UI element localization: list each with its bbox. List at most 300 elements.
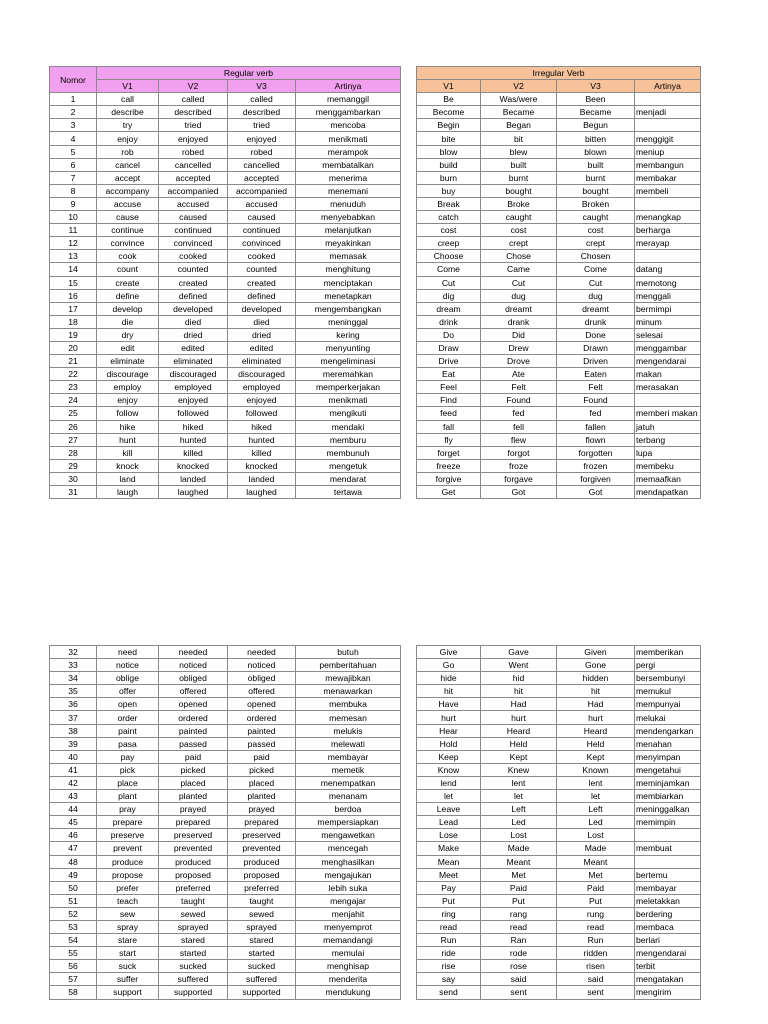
meaning-cell: menetapkan: [296, 289, 401, 302]
table-row: [417, 646, 701, 659]
table-row: [417, 894, 701, 907]
table-row: [50, 106, 401, 119]
v3-cell: preferred: [228, 881, 296, 894]
v3-cell: enjoyed: [228, 394, 296, 407]
table-row: [417, 486, 701, 499]
v2-cell: hid: [481, 672, 557, 685]
v2-cell: followed: [159, 407, 228, 420]
meaning-cell: menyimpan: [635, 750, 701, 763]
table-row: [417, 973, 701, 986]
v1-cell: hike: [97, 420, 159, 433]
v3-cell: read: [557, 920, 635, 933]
table-row: [417, 829, 701, 842]
meaning-cell: menangkap: [635, 211, 701, 224]
v2-cell: let: [481, 790, 557, 803]
meaning-cell: memimpin: [635, 816, 701, 829]
v2-cell: Cut: [481, 276, 557, 289]
row-number-cell: 45: [50, 816, 97, 829]
v1-cell: fly: [417, 433, 481, 446]
v1-cell: plant: [97, 790, 159, 803]
v1-cell: creep: [417, 237, 481, 250]
table-row: [50, 328, 401, 341]
meaning-cell: merasakan: [635, 381, 701, 394]
v1-cell: oblige: [97, 672, 159, 685]
v2-cell: Gave: [481, 646, 557, 659]
table-row: [417, 250, 701, 263]
v2-cell: Became: [481, 106, 557, 119]
meaning-cell: membeli: [635, 184, 701, 197]
table-row: [50, 355, 401, 368]
v1-cell: teach: [97, 894, 159, 907]
v3-cell: dreamt: [557, 302, 635, 315]
table-row: [50, 907, 401, 920]
v3-cell: Met: [557, 868, 635, 881]
v2-cell: preferred: [159, 881, 228, 894]
v3-cell: Eaten: [557, 368, 635, 381]
row-number-cell: 48: [50, 855, 97, 868]
v1-cell: hide: [417, 672, 481, 685]
v1-cell: prepare: [97, 816, 159, 829]
row-number-cell: 41: [50, 763, 97, 776]
row-number-cell: 26: [50, 420, 97, 433]
meaning-cell: menjahit: [296, 907, 401, 920]
v3-cell: Led: [557, 816, 635, 829]
meaning-cell: membayar: [296, 750, 401, 763]
table-row: [50, 132, 401, 145]
row-number-cell: 10: [50, 211, 97, 224]
v3-cell: Found: [557, 394, 635, 407]
v2-cell: Found: [481, 394, 557, 407]
table-row: [50, 894, 401, 907]
row-number-cell: 25: [50, 407, 97, 420]
meaning-cell: lebih suka: [296, 881, 401, 894]
v3-cell: cancelled: [228, 158, 296, 171]
table-row: [50, 685, 401, 698]
irregular-verb-rows: [417, 93, 701, 499]
v1-cell: prevent: [97, 842, 159, 855]
v1-cell: feed: [417, 407, 481, 420]
v1-cell: hit: [417, 685, 481, 698]
irregular-verb-table-1: [416, 66, 701, 499]
irregular-verb-table-2: [416, 645, 701, 1000]
v1-cell: accept: [97, 171, 159, 184]
v1-cell: Run: [417, 934, 481, 947]
v1-cell: Eat: [417, 368, 481, 381]
table-row: [50, 276, 401, 289]
v2-cell: Meant: [481, 855, 557, 868]
v1-cell: need: [97, 646, 159, 659]
meaning-cell: meninggalkan: [635, 803, 701, 816]
row-number-cell: 30: [50, 472, 97, 485]
v3-cell: tried: [228, 119, 296, 132]
v1-cell: follow: [97, 407, 159, 420]
row-number-cell: 27: [50, 433, 97, 446]
table-row: [417, 855, 701, 868]
v1-cell: try: [97, 119, 159, 132]
v2-cell: Ran: [481, 934, 557, 947]
v1-cell: freeze: [417, 459, 481, 472]
v1-cell: Hold: [417, 737, 481, 750]
table-row: [417, 986, 701, 999]
row-number-cell: 2: [50, 106, 97, 119]
row-number-cell: 1: [50, 93, 97, 106]
meaning-cell: menghasilkan: [296, 855, 401, 868]
irregular-meaning-header: Artinya: [635, 80, 701, 93]
v1-cell: Put: [417, 894, 481, 907]
v2-cell: hit: [481, 685, 557, 698]
v3-cell: dried: [228, 328, 296, 341]
v1-cell: let: [417, 790, 481, 803]
table-row: [50, 407, 401, 420]
table-row: [50, 881, 401, 894]
table-row: [417, 459, 701, 472]
v2-cell: convinced: [159, 237, 228, 250]
row-number-cell: 44: [50, 803, 97, 816]
v2-cell: drank: [481, 315, 557, 328]
table-row: [417, 711, 701, 724]
regular-verb-table-2: [49, 645, 401, 1000]
v2-cell: produced: [159, 855, 228, 868]
v1-cell: cost: [417, 224, 481, 237]
table-row: [417, 724, 701, 737]
row-number-cell: 52: [50, 907, 97, 920]
v3-cell: described: [228, 106, 296, 119]
v3-cell: risen: [557, 960, 635, 973]
meaning-cell: meminjamkan: [635, 776, 701, 789]
row-number-cell: 49: [50, 868, 97, 881]
meaning-cell: memulai: [296, 947, 401, 960]
v3-cell: prayed: [228, 803, 296, 816]
table-row: [50, 763, 401, 776]
row-number-cell: 22: [50, 368, 97, 381]
meaning-cell: kering: [296, 328, 401, 341]
v1-cell: Have: [417, 698, 481, 711]
v3-cell: built: [557, 158, 635, 171]
v3-cell: ordered: [228, 711, 296, 724]
v2-cell: Broke: [481, 197, 557, 210]
table-row: [50, 459, 401, 472]
v3-cell: said: [557, 973, 635, 986]
v2-cell: Made: [481, 842, 557, 855]
meaning-cell: menghisap: [296, 960, 401, 973]
v2-cell: Heard: [481, 724, 557, 737]
row-number-cell: 4: [50, 132, 97, 145]
meaning-cell: membunuh: [296, 446, 401, 459]
meaning-cell: selesai: [635, 328, 701, 341]
regular-verb-title: Regular verb: [97, 67, 401, 80]
table-row: [417, 289, 701, 302]
meaning-cell: lupa: [635, 446, 701, 459]
table-row: [50, 973, 401, 986]
v2-cell: Put: [481, 894, 557, 907]
meaning-cell: menikmati: [296, 394, 401, 407]
v1-cell: Cut: [417, 276, 481, 289]
v1-cell: kill: [97, 446, 159, 459]
table-row: [50, 302, 401, 315]
v2-cell: burnt: [481, 171, 557, 184]
v2-cell: described: [159, 106, 228, 119]
v1-cell: Be: [417, 93, 481, 106]
v3-cell: preserved: [228, 829, 296, 842]
meaning-cell: menggambarkan: [296, 106, 401, 119]
v1-cell: ring: [417, 907, 481, 920]
meaning-cell: pergi: [635, 659, 701, 672]
v2-cell: lent: [481, 776, 557, 789]
v2-cell: froze: [481, 459, 557, 472]
v1-cell: start: [97, 947, 159, 960]
meaning-cell: mendukung: [296, 986, 401, 999]
meaning-cell: butuh: [296, 646, 401, 659]
table-row: [50, 842, 401, 855]
v3-cell: created: [228, 276, 296, 289]
v2-cell: paid: [159, 750, 228, 763]
v3-cell: developed: [228, 302, 296, 315]
v2-cell: Knew: [481, 763, 557, 776]
v1-cell: paint: [97, 724, 159, 737]
regular-verb-table-1: [49, 66, 401, 499]
table-row: [50, 289, 401, 302]
meaning-cell: menyunting: [296, 341, 401, 354]
v3-cell: Come: [557, 263, 635, 276]
v2-cell: placed: [159, 776, 228, 789]
v3-cell: cooked: [228, 250, 296, 263]
v2-cell: robed: [159, 145, 228, 158]
v1-cell: cause: [97, 211, 159, 224]
v2-cell: bit: [481, 132, 557, 145]
v1-cell: burn: [417, 171, 481, 184]
v2-cell: ordered: [159, 711, 228, 724]
v2-cell: built: [481, 158, 557, 171]
v3-cell: picked: [228, 763, 296, 776]
v1-cell: Go: [417, 659, 481, 672]
v3-cell: Kept: [557, 750, 635, 763]
v3-cell: blown: [557, 145, 635, 158]
v1-cell: Break: [417, 197, 481, 210]
v1-cell: catch: [417, 211, 481, 224]
v1-cell: enjoy: [97, 394, 159, 407]
v3-cell: Begun: [557, 119, 635, 132]
table-row: [50, 237, 401, 250]
v1-cell: forget: [417, 446, 481, 459]
v2-cell: Drove: [481, 355, 557, 368]
v1-cell: pasa: [97, 737, 159, 750]
meaning-cell: jatuh: [635, 420, 701, 433]
v3-cell: let: [557, 790, 635, 803]
meaning-cell: melukis: [296, 724, 401, 737]
v3-cell: Run: [557, 934, 635, 947]
meaning-cell: menemani: [296, 184, 401, 197]
table-row: [417, 790, 701, 803]
table-row: [417, 685, 701, 698]
v1-cell: Find: [417, 394, 481, 407]
meaning-cell: mengatakan: [635, 973, 701, 986]
meaning-cell: mengawetkan: [296, 829, 401, 842]
v3-cell: Cut: [557, 276, 635, 289]
v3-cell: produced: [228, 855, 296, 868]
v2-cell: hiked: [159, 420, 228, 433]
v3-cell: counted: [228, 263, 296, 276]
table-row: [50, 986, 401, 999]
v3-cell: ridden: [557, 947, 635, 960]
meaning-cell: menempatkan: [296, 776, 401, 789]
v3-cell: sewed: [228, 907, 296, 920]
v2-cell: hurt: [481, 711, 557, 724]
v2-cell: preserved: [159, 829, 228, 842]
v3-cell: robed: [228, 145, 296, 158]
v3-cell: crept: [557, 237, 635, 250]
v3-cell: hidden: [557, 672, 635, 685]
table-row: [50, 119, 401, 132]
v3-cell: taught: [228, 894, 296, 907]
row-number-cell: 36: [50, 698, 97, 711]
table-row: [50, 724, 401, 737]
table-row: [50, 829, 401, 842]
row-number-cell: 14: [50, 263, 97, 276]
v3-cell: Driven: [557, 355, 635, 368]
table-row: [50, 920, 401, 933]
v1-cell: blow: [417, 145, 481, 158]
v3-cell: Done: [557, 328, 635, 341]
meaning-cell: menyebabkan: [296, 211, 401, 224]
v3-cell: dug: [557, 289, 635, 302]
table-row: [50, 433, 401, 446]
v3-cell: knocked: [228, 459, 296, 472]
v1-cell: rob: [97, 145, 159, 158]
row-number-cell: 32: [50, 646, 97, 659]
v1-cell: fall: [417, 420, 481, 433]
regular-v3-header: V3: [228, 80, 296, 93]
meaning-cell: bersembunyi: [635, 672, 701, 685]
v1-cell: call: [97, 93, 159, 106]
v2-cell: dug: [481, 289, 557, 302]
v1-cell: Lose: [417, 829, 481, 842]
v2-cell: accompanied: [159, 184, 228, 197]
v2-cell: Was/were: [481, 93, 557, 106]
v3-cell: stared: [228, 934, 296, 947]
v3-cell: supported: [228, 986, 296, 999]
v2-cell: eliminated: [159, 355, 228, 368]
meaning-cell: merampok: [296, 145, 401, 158]
meaning-cell: menanam: [296, 790, 401, 803]
v2-cell: Ate: [481, 368, 557, 381]
v1-cell: ride: [417, 947, 481, 960]
v3-cell: Felt: [557, 381, 635, 394]
v3-cell: drunk: [557, 315, 635, 328]
v1-cell: build: [417, 158, 481, 171]
v3-cell: prevented: [228, 842, 296, 855]
meaning-cell: memberikan: [635, 646, 701, 659]
meaning-cell: berlari: [635, 934, 701, 947]
v2-cell: enjoyed: [159, 394, 228, 407]
meaning-cell: meyakinkan: [296, 237, 401, 250]
v2-cell: passed: [159, 737, 228, 750]
v1-cell: notice: [97, 659, 159, 672]
v1-cell: say: [417, 973, 481, 986]
v2-cell: Kept: [481, 750, 557, 763]
meaning-cell: meremahkan: [296, 368, 401, 381]
v2-cell: forgave: [481, 472, 557, 485]
meaning-cell: membiarkan: [635, 790, 701, 803]
row-number-cell: 50: [50, 881, 97, 894]
v2-cell: Went: [481, 659, 557, 672]
table-row: [417, 93, 701, 106]
v1-cell: drink: [417, 315, 481, 328]
table-row: [417, 276, 701, 289]
row-number-cell: 23: [50, 381, 97, 394]
table-row: [417, 737, 701, 750]
v1-cell: produce: [97, 855, 159, 868]
meaning-cell: berharga: [635, 224, 701, 237]
v2-cell: planted: [159, 790, 228, 803]
v3-cell: proposed: [228, 868, 296, 881]
table-row: [50, 394, 401, 407]
v3-cell: sent: [557, 986, 635, 999]
table-row: [417, 816, 701, 829]
table-row: [50, 868, 401, 881]
v2-cell: landed: [159, 472, 228, 485]
table-row: [417, 355, 701, 368]
v2-cell: proposed: [159, 868, 228, 881]
v2-cell: flew: [481, 433, 557, 446]
v3-cell: landed: [228, 472, 296, 485]
row-number-cell: 57: [50, 973, 97, 986]
row-number-cell: 33: [50, 659, 97, 672]
v2-cell: offered: [159, 685, 228, 698]
v1-cell: knock: [97, 459, 159, 472]
v2-cell: cost: [481, 224, 557, 237]
v2-cell: picked: [159, 763, 228, 776]
regular-v2-header: V2: [159, 80, 228, 93]
v3-cell: died: [228, 315, 296, 328]
v2-cell: tried: [159, 119, 228, 132]
row-number-cell: 34: [50, 672, 97, 685]
v3-cell: burnt: [557, 171, 635, 184]
row-number-cell: 11: [50, 224, 97, 237]
regular-meaning-header: Artinya: [296, 80, 401, 93]
table-row: [50, 420, 401, 433]
meaning-cell: menghitung: [296, 263, 401, 276]
v2-cell: Drew: [481, 341, 557, 354]
meaning-cell: menuduh: [296, 197, 401, 210]
table-row: [417, 381, 701, 394]
table-row: [50, 816, 401, 829]
row-number-cell: 28: [50, 446, 97, 459]
v2-cell: continued: [159, 224, 228, 237]
v3-cell: prepared: [228, 816, 296, 829]
v2-cell: hunted: [159, 433, 228, 446]
meaning-cell: membuka: [296, 698, 401, 711]
meaning-cell: mengajar: [296, 894, 401, 907]
row-number-cell: 38: [50, 724, 97, 737]
row-number-cell: 58: [50, 986, 97, 999]
v1-cell: Know: [417, 763, 481, 776]
v1-cell: send: [417, 986, 481, 999]
v3-cell: placed: [228, 776, 296, 789]
v2-cell: created: [159, 276, 228, 289]
row-number-cell: 5: [50, 145, 97, 158]
v3-cell: caused: [228, 211, 296, 224]
meaning-cell: memperkerjakan: [296, 381, 401, 394]
meaning-cell: menciptakan: [296, 276, 401, 289]
regular-verb-rows: [50, 93, 401, 499]
row-number-cell: 31: [50, 486, 97, 499]
v2-cell: killed: [159, 446, 228, 459]
v3-cell: killed: [228, 446, 296, 459]
v3-cell: Heard: [557, 724, 635, 737]
v1-cell: define: [97, 289, 159, 302]
v1-cell: Do: [417, 328, 481, 341]
v2-cell: bought: [481, 184, 557, 197]
